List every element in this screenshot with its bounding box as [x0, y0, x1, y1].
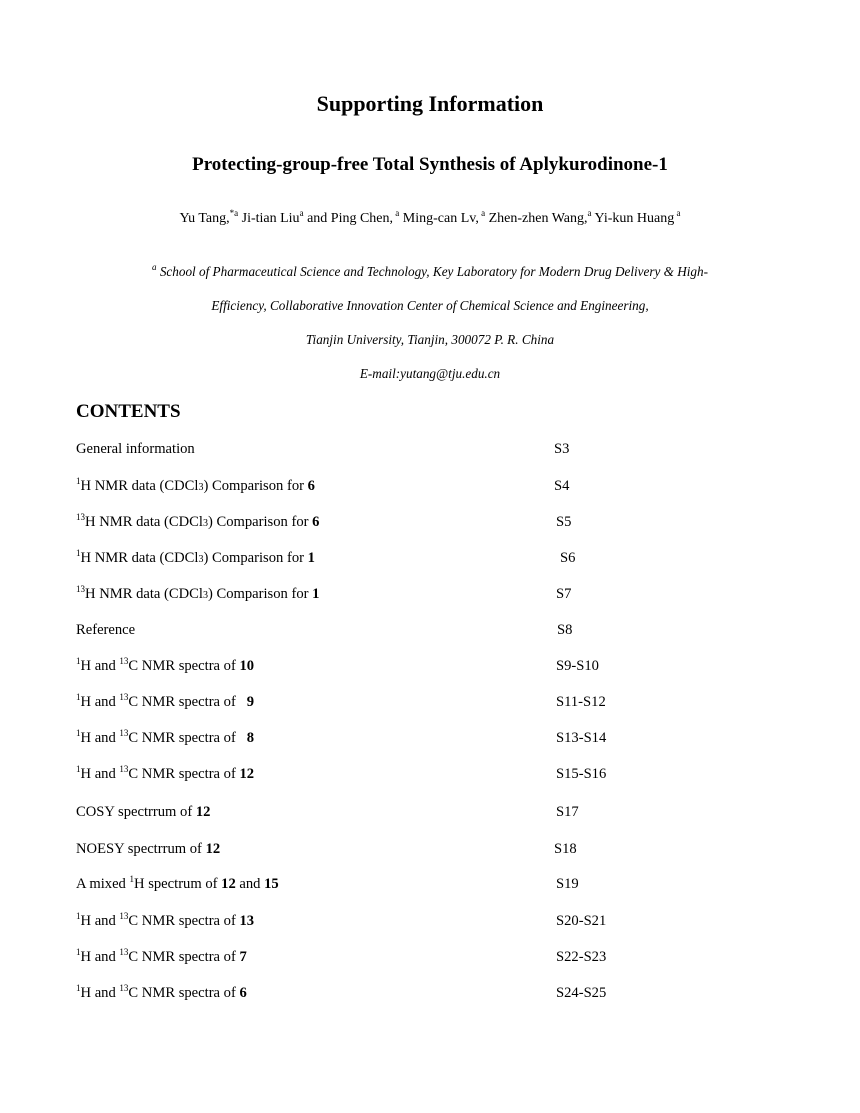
affiliation-sup: a [152, 262, 157, 272]
toc-sup: 1 [76, 728, 81, 738]
toc-page[interactable]: S19 [556, 876, 579, 892]
toc-sup: 13 [119, 947, 129, 957]
toc-page[interactable]: S3 [554, 441, 570, 457]
toc-entry[interactable] [76, 766, 254, 783]
compound-number: 8 [246, 730, 255, 746]
toc-entry[interactable] [76, 478, 315, 495]
toc-sup: 13 [119, 911, 129, 921]
toc-entry[interactable] [76, 949, 247, 966]
toc-sup: 1 [76, 947, 81, 957]
toc-entry-label: A mixed [76, 876, 130, 892]
toc-entry[interactable] [76, 694, 254, 711]
toc-entry-label: ) Comparison for [207, 514, 313, 530]
toc-entry-label: C NMR spectra of [128, 730, 247, 746]
toc-entry-label: H and [80, 658, 120, 674]
toc-sup: 13 [119, 656, 129, 666]
toc-entry-label: C NMR spectra of [128, 913, 240, 929]
author-name: Zhen-zhen Wang, [485, 211, 588, 226]
toc-entry[interactable] [76, 514, 319, 531]
compound-number: 9 [246, 694, 255, 710]
toc-sup: 13 [119, 728, 129, 738]
toc-entry[interactable] [76, 550, 315, 567]
toc-entry-label: C NMR spectra of [128, 985, 240, 1001]
toc-sup: 1 [76, 548, 81, 558]
toc-entry-label: ) Comparison for [203, 550, 308, 566]
toc-entry-label: C NMR spectra of [128, 658, 240, 674]
toc-sup: 1 [76, 476, 81, 486]
compound-number: 1 [312, 586, 320, 602]
compound-number: 12 [221, 876, 236, 892]
author-sup: a [587, 208, 592, 218]
toc-entry-label: H NMR data (CDCl [80, 550, 199, 566]
toc-page[interactable]: S15-S16 [556, 766, 607, 782]
author-name: Yu Tang, [179, 211, 230, 226]
toc-sup: 13 [76, 512, 85, 522]
toc-sup: 13 [76, 584, 85, 594]
toc-page[interactable]: S6 [560, 550, 576, 566]
affiliation-line: Efficiency, Collaborative Innovation Center of Chemical Science and Engineering, [211, 298, 649, 313]
toc-entry-label: H and [80, 766, 120, 782]
toc-subscript: 3 [198, 482, 204, 493]
toc-entry-label: C NMR spectra of [128, 694, 247, 710]
toc-page[interactable]: S7 [556, 586, 572, 602]
toc-sup: 1 [76, 764, 81, 774]
toc-subscript: 3 [202, 518, 208, 529]
toc-entry-label: H and [80, 949, 120, 965]
toc-entry[interactable] [76, 876, 279, 893]
author-sup: a [299, 208, 304, 218]
toc-entry[interactable] [76, 622, 135, 639]
toc-entry-label: H NMR data (CDCl [85, 586, 203, 602]
toc-sup: 1 [76, 692, 81, 702]
author-sup: a [674, 208, 681, 218]
compound-number: 6 [239, 985, 247, 1001]
compound-number: 10 [239, 658, 255, 674]
compound-number: 7 [239, 949, 247, 965]
toc-entry-label: and [235, 876, 265, 892]
toc-sup: 1 [76, 983, 81, 993]
toc-entry[interactable] [76, 985, 247, 1002]
toc-page[interactable]: S22-S23 [556, 949, 607, 965]
compound-number: 6 [312, 514, 320, 530]
page-title: Supporting Information [316, 91, 544, 116]
toc-entry[interactable] [76, 658, 254, 675]
toc-entry-label: C NMR spectra of [128, 766, 240, 782]
toc-page[interactable]: S9-S10 [556, 658, 599, 674]
toc-entry-label: H NMR data (CDCl [85, 514, 203, 530]
paper-title: Protecting-group-free Total Synthesis of Aplykurodinone-1 [192, 154, 668, 175]
toc-entry[interactable] [76, 441, 195, 458]
toc-sup: 13 [119, 764, 129, 774]
compound-number: 15 [264, 876, 279, 892]
toc-sup: 1 [76, 656, 81, 666]
compound-number: 12 [195, 804, 211, 820]
email: E-mail:yutang@tju.edu.cn [359, 366, 501, 381]
toc-page[interactable]: S24-S25 [556, 985, 607, 1001]
compound-number: 6 [307, 478, 315, 494]
toc-sup: 13 [119, 983, 129, 993]
toc-page[interactable]: S17 [556, 804, 579, 820]
toc-page[interactable]: S18 [554, 841, 577, 857]
author-name: Ji-tian Liu [238, 211, 300, 226]
author-name: and Ping Chen, [303, 211, 394, 226]
toc-entry-label: H NMR data (CDCl [80, 478, 199, 494]
compound-number: 12 [239, 766, 255, 782]
author-sup: a [478, 208, 486, 218]
toc-entry[interactable] [76, 913, 254, 930]
toc-page[interactable]: S5 [556, 514, 572, 530]
author-name: Ming-can Lv, [399, 211, 479, 226]
toc-entry-label: NOESY spectrrum of [76, 841, 206, 857]
toc-entry-label: ) Comparison for [207, 586, 313, 602]
toc-page[interactable]: S11-S12 [556, 694, 606, 710]
toc-entry-label: C NMR spectra of [128, 949, 240, 965]
toc-page[interactable]: S13-S14 [556, 730, 607, 746]
toc-entry-label: H and [80, 913, 120, 929]
toc-page[interactable]: S20-S21 [556, 913, 607, 929]
toc-page[interactable]: S8 [557, 622, 573, 638]
toc-entry[interactable] [76, 841, 220, 858]
affiliation-line [0, 264, 860, 280]
affiliation-text: School of Pharmaceutical Science and Technology, Key Laboratory for Modern Drug Delivery & High- [156, 264, 708, 279]
author-name: Yi-kun Huang [591, 211, 675, 226]
compound-number: 13 [239, 913, 255, 929]
toc-entry-label: H and [80, 694, 120, 710]
toc-entry[interactable] [76, 586, 319, 603]
affiliation-line: Tianjin University, Tianjin, 300072 P. R. China [305, 332, 555, 347]
author-list [0, 208, 860, 227]
toc-entry-label: H and [80, 730, 120, 746]
author-sup: *a [229, 208, 239, 218]
toc-entry[interactable] [76, 730, 254, 747]
toc-page[interactable]: S4 [554, 478, 570, 494]
contents-heading: CONTENTS [76, 401, 181, 422]
toc-entry-label: COSY spectrrum of [76, 804, 196, 820]
toc-entry-label: ) Comparison for [203, 478, 308, 494]
toc-entry[interactable] [76, 804, 210, 821]
compound-number: 1 [307, 550, 315, 566]
toc-entry-label: H spectrum of [134, 876, 222, 892]
toc-entry-label: H and [80, 985, 120, 1001]
toc-sup: 1 [129, 874, 135, 884]
toc-sup: 1 [76, 911, 81, 921]
toc-subscript: 3 [202, 590, 208, 601]
toc-sup: 13 [119, 692, 129, 702]
compound-number: 12 [205, 841, 221, 857]
toc-entry-label: General information [76, 441, 195, 457]
toc-entry-label: Reference [76, 622, 136, 638]
toc-subscript: 3 [198, 554, 204, 565]
author-sup: a [393, 208, 400, 218]
